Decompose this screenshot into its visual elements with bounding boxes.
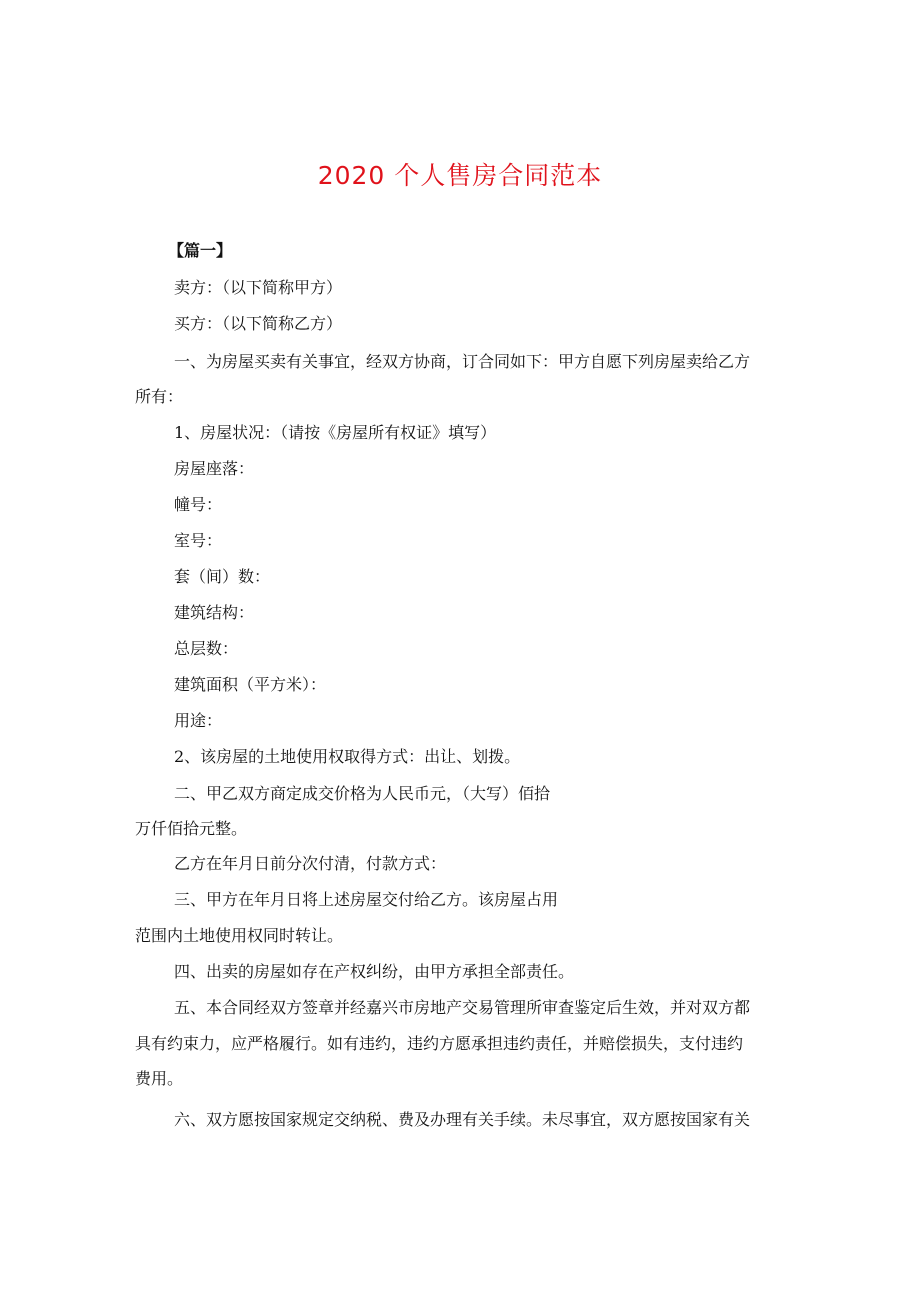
field-total-floors: 总层数：	[174, 639, 239, 658]
field-floor-area: 建筑面积（平方米）：	[174, 675, 327, 694]
document-title: 2020 个人售房合同范本	[317, 161, 603, 190]
payment-line: 乙方在年月日前分次付清，付款方式：	[174, 854, 447, 873]
field-building-number: 幢号：	[174, 495, 223, 514]
land-use-line: 2、该房屋的土地使用权取得方式：出让、划拨。	[174, 747, 521, 766]
buyer-line: 买方：（以下简称乙方）	[174, 314, 343, 333]
house-status-line: 1、房屋状况：（请按《房屋所有权证》填写）	[174, 423, 497, 442]
field-unit-count: 套（间）数：	[174, 567, 271, 586]
clause-2-line-2: 万仟佰拾元整。	[135, 819, 248, 838]
clause-1-line-1: 一、为房屋买卖有关事宜，经双方协商，订合同如下：甲方自愿下列房屋卖给乙方	[174, 352, 751, 371]
section-heading: 【篇一】	[168, 241, 233, 260]
seller-line: 卖方：（以下简称甲方）	[174, 278, 343, 297]
clause-5-line-3: 费用。	[135, 1069, 184, 1088]
clause-5-line-2: 具有约束力，应严格履行。如有违约，违约方愿承担违约责任，并赔偿损失，支付违约	[135, 1034, 744, 1053]
field-structure: 建筑结构：	[174, 603, 255, 622]
field-location: 房屋座落：	[174, 459, 255, 478]
clause-5-line-1: 五、本合同经双方签章并经嘉兴市房地产交易管理所审查鉴定后生效，并对双方都	[174, 998, 751, 1017]
clause-6-line-1: 六、双方愿按国家规定交纳税、费及办理有关手续。未尽事宜，双方愿按国家有关	[174, 1110, 751, 1129]
clause-4-line: 四、出卖的房屋如存在产权纠纷，由甲方承担全部责任。	[174, 962, 575, 981]
clause-3-line-1: 三、甲方在年月日将上述房屋交付给乙方。该房屋占用	[174, 890, 559, 909]
clause-1-line-2: 所有：	[135, 387, 184, 406]
clause-2-line-1: 二、甲乙双方商定成交价格为人民币元，（大写）佰拾	[174, 784, 551, 803]
clause-3-line-2: 范围内土地使用权同时转让。	[135, 926, 344, 945]
field-room-number: 室号：	[174, 531, 223, 550]
field-usage: 用途：	[174, 711, 223, 730]
